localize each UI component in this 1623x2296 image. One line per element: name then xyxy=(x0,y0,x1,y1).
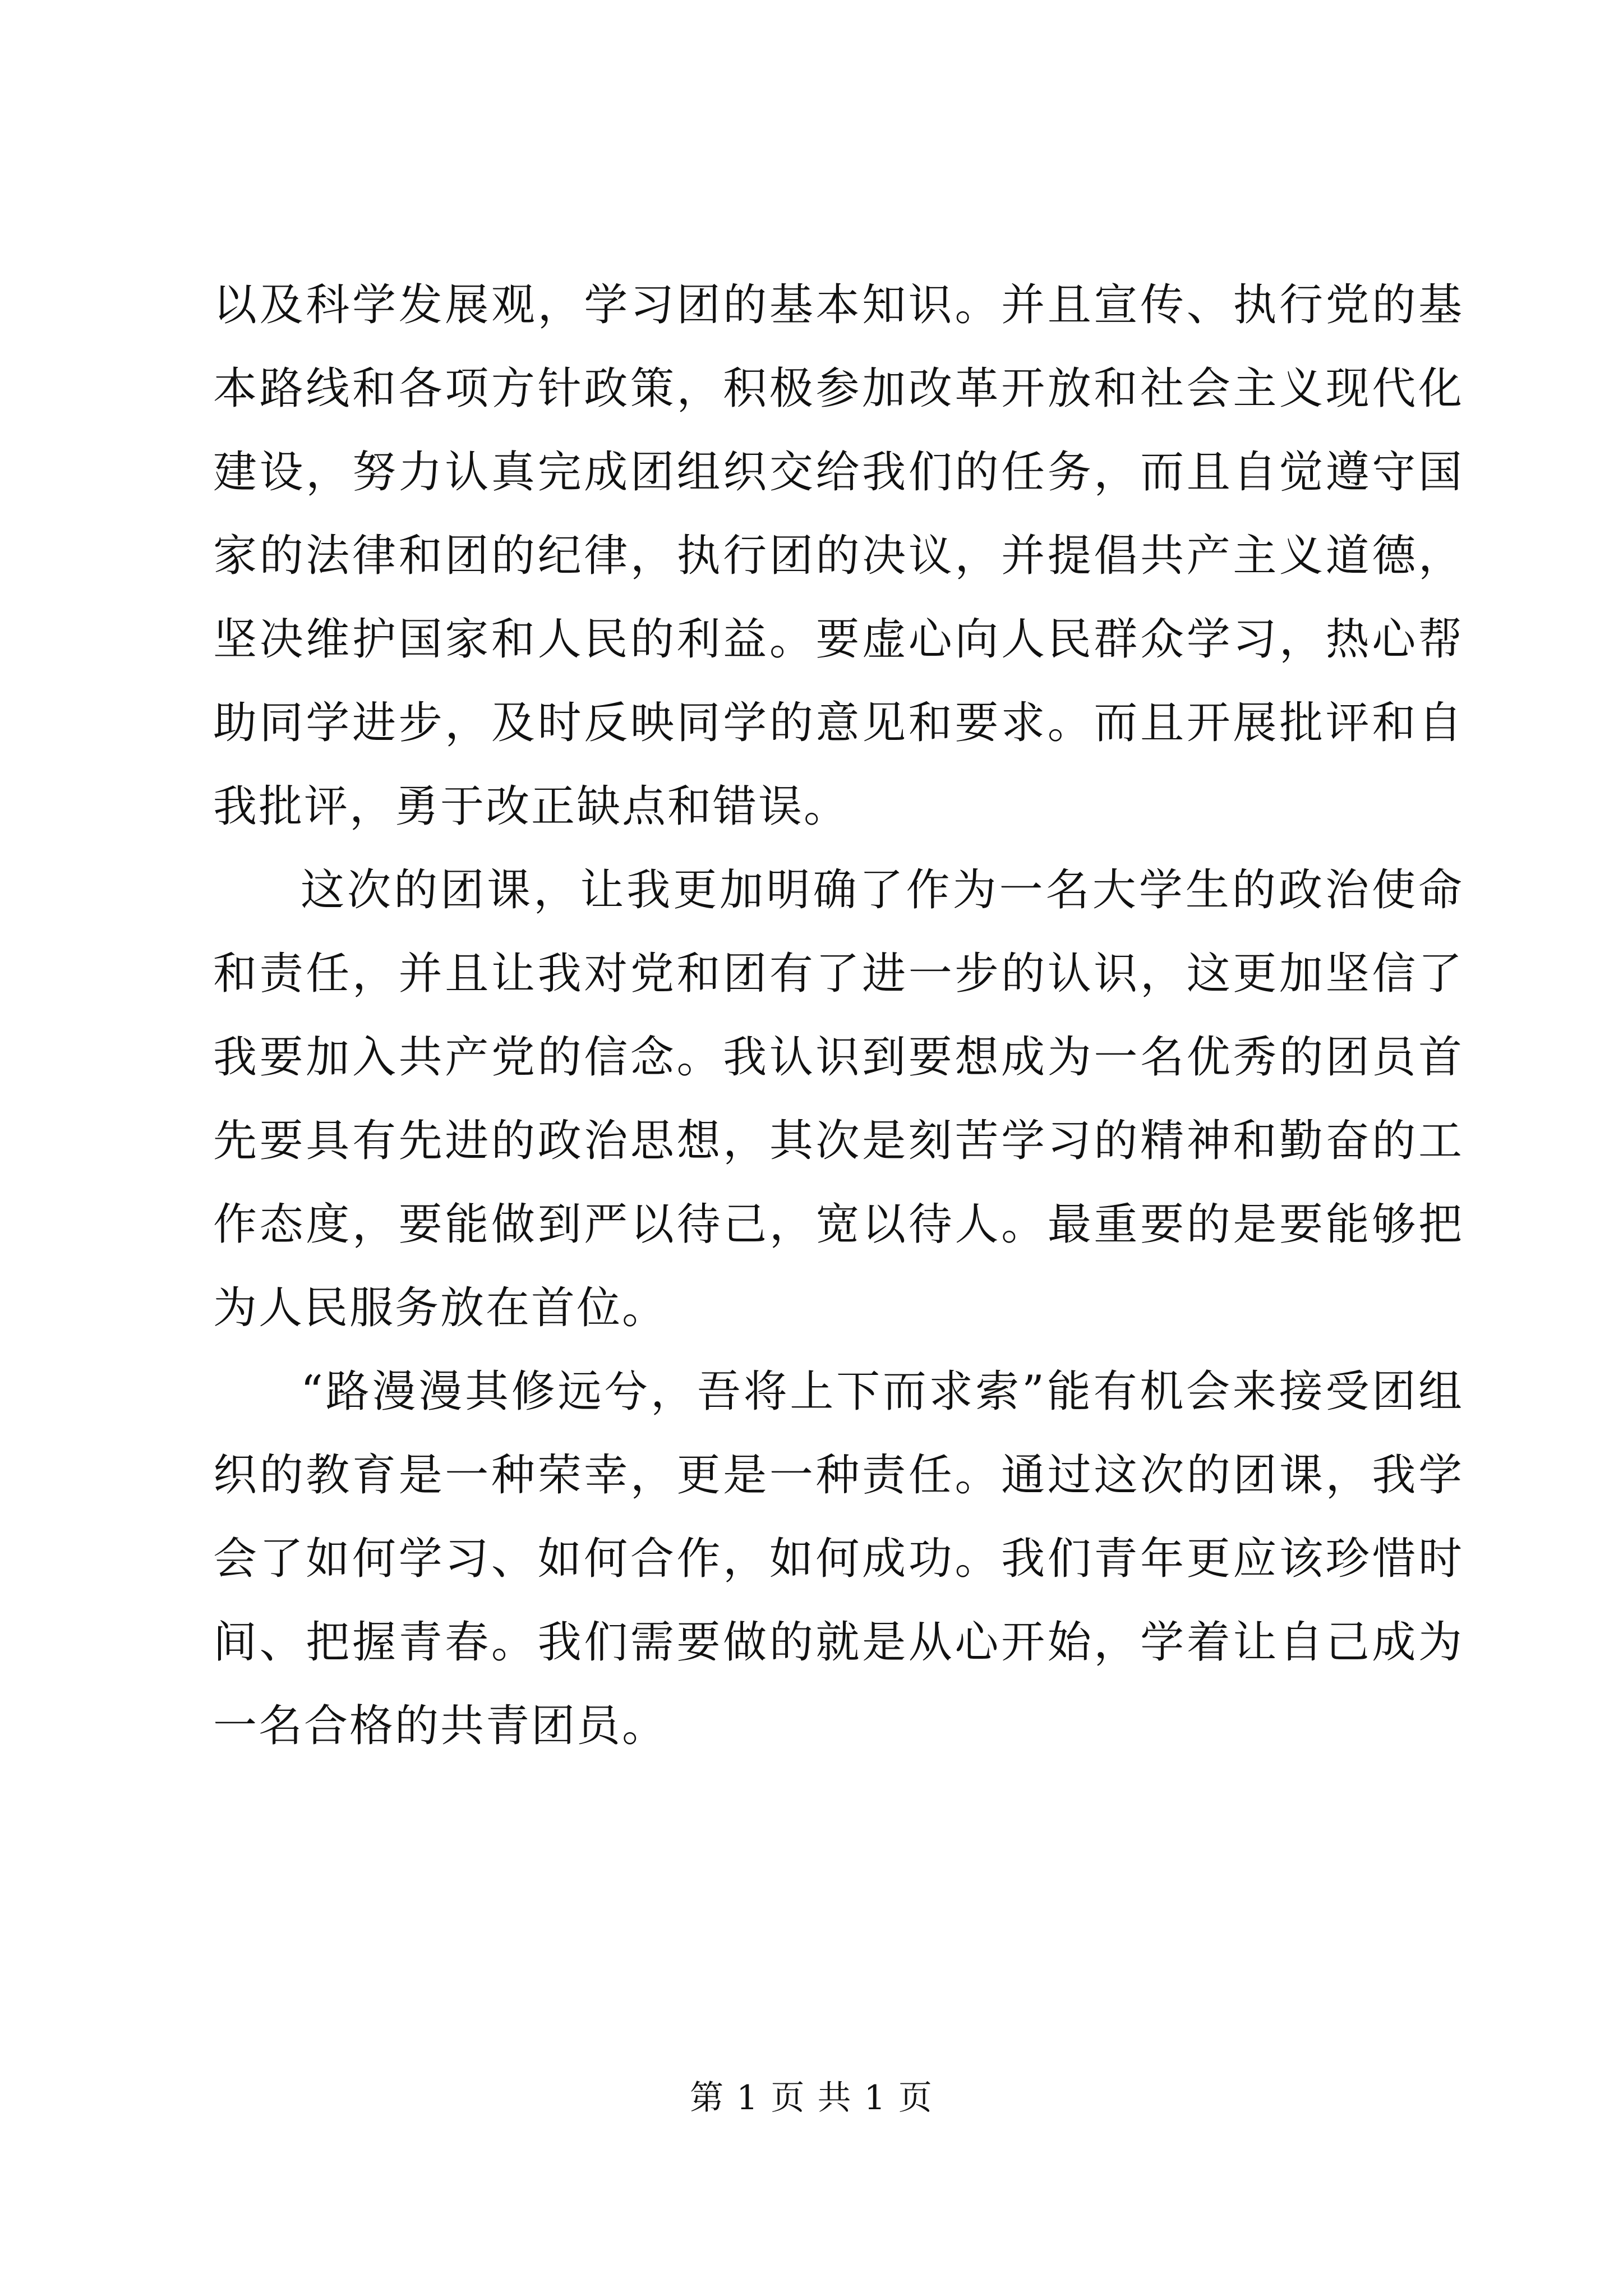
document-body xyxy=(213,264,1464,1768)
paragraph-conclusion: “路漫漫其修远兮，吾将上下而求索”能有机会来接受团组织的教育是一种荣幸，更是一种责任。通过这次的团课，我学会了如何学习、如何合作，如何成功。我们青年更应该珍惜时间、把握青春。我们需要做的就是从心开始，学着让自己成为一名合格的共青团员。 xyxy=(213,1366,1464,1751)
paragraph-continuation: 以及科学发展观，学习团的基本知识。并且宣传、执行党的基本路线和各项方针政策，积极参加改革开放和社会主义现代化建设，努力认真完成团组织交给我们的任务，而且自觉遵守国家的法律和团的纪律，执行团的决议，并提倡共产主义道德，坚决维护国家和人民的利益。要虚心向人民群众学习，热心帮助同学进步，及时反映同学的意见和要求。而且开展批评和自我批评，勇于改正缺点和错误。 xyxy=(213,280,1464,832)
paragraph-reflection: 这次的团课，让我更加明确了作为一名大学生的政治使命和责任，并且让我对党和团有了进一步的认识，这更加坚信了我要加入共产党的信念。我认识到要想成为一名优秀的团员首先要具有先进的政治思想，其次是刻苦学习的精神和勤奋的工作态度，要能做到严以待己，宽以待人。最重要的是要能够把为人民服务放在首位。 xyxy=(213,865,1464,1333)
page-number-footer: 第 1 页 共 1 页 xyxy=(690,2078,933,2118)
